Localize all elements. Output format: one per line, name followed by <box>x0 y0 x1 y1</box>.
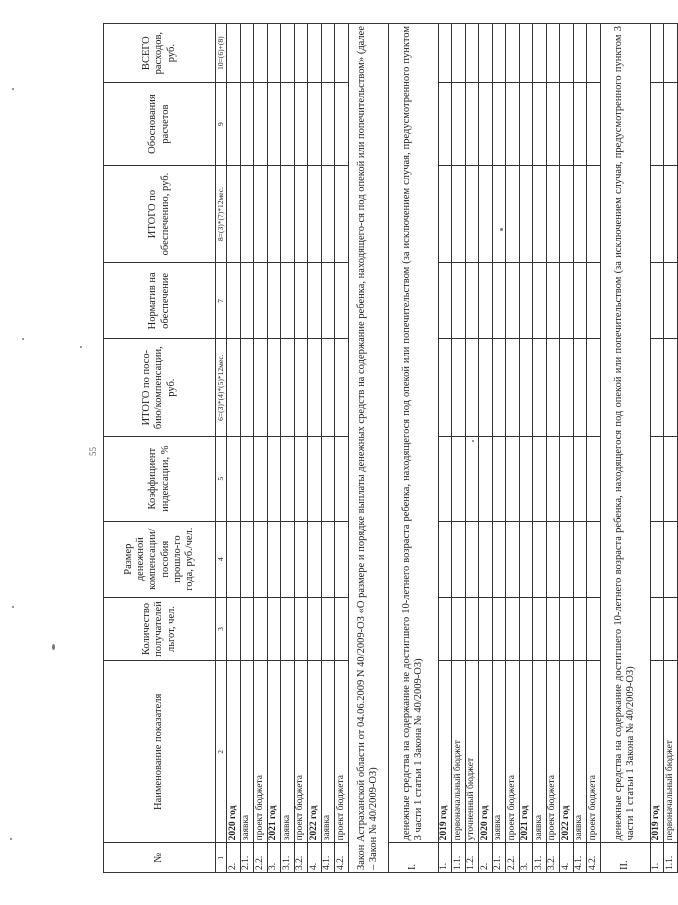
row-number: 3.1. <box>281 843 295 873</box>
empty-cell <box>492 521 506 597</box>
row-label: заявка <box>321 661 335 843</box>
empty-cell <box>664 263 678 339</box>
row-label: заявка <box>533 661 547 843</box>
row-label: заявка <box>492 661 506 843</box>
empty-cell <box>465 263 479 339</box>
empty-cell <box>281 24 295 83</box>
empty-cell <box>227 597 241 661</box>
empty-cell <box>308 263 322 339</box>
empty-cell <box>664 165 678 262</box>
table-row <box>519 24 533 873</box>
empty-cell <box>479 521 493 597</box>
row-number: 2.2. <box>506 843 520 873</box>
empty-cell <box>546 339 560 436</box>
empty-cell <box>664 83 678 166</box>
empty-cell <box>519 597 533 661</box>
empty-cell <box>492 165 506 262</box>
empty-cell <box>664 436 678 521</box>
column-index-cell: 3 <box>216 597 227 661</box>
empty-cell <box>664 597 678 661</box>
empty-cell <box>546 165 560 262</box>
empty-cell <box>321 263 335 339</box>
law-row <box>348 24 388 873</box>
table-row <box>573 24 587 873</box>
empty-cell <box>240 24 254 83</box>
empty-cell <box>267 83 281 166</box>
empty-cell <box>321 24 335 83</box>
row-number: 4.2. <box>587 843 601 873</box>
empty-cell <box>650 597 664 661</box>
empty-cell <box>587 339 601 436</box>
empty-cell <box>465 165 479 262</box>
row-number: 3.2. <box>546 843 560 873</box>
header-num: № <box>104 843 216 873</box>
table-row <box>664 24 678 873</box>
empty-cell <box>506 165 520 262</box>
empty-cell <box>308 436 322 521</box>
header-all: ВСЕГО расходов, руб. <box>104 24 216 83</box>
empty-cell <box>573 165 587 262</box>
table-row <box>560 24 574 873</box>
empty-cell <box>650 263 664 339</box>
row-label: 2020 год <box>479 661 493 843</box>
empty-cell <box>479 436 493 521</box>
empty-cell <box>321 83 335 166</box>
row-label: заявка <box>573 661 587 843</box>
empty-cell <box>294 521 308 597</box>
empty-cell <box>308 597 322 661</box>
empty-cell <box>533 597 547 661</box>
empty-cell <box>294 263 308 339</box>
empty-cell <box>452 436 466 521</box>
empty-cell <box>335 339 349 436</box>
table-row <box>465 24 479 873</box>
empty-cell <box>321 521 335 597</box>
row-number: 1.1. <box>452 843 466 873</box>
table-row <box>492 24 506 873</box>
empty-cell <box>308 521 322 597</box>
empty-cell <box>254 165 268 262</box>
empty-cell <box>664 24 678 83</box>
empty-cell <box>227 24 241 83</box>
empty-cell <box>452 339 466 436</box>
empty-cell <box>267 24 281 83</box>
scan-speck <box>80 346 82 348</box>
empty-cell <box>587 165 601 262</box>
empty-cell <box>227 83 241 166</box>
column-index-cell: 10=(6)+(8) <box>216 24 227 83</box>
empty-cell <box>587 521 601 597</box>
empty-cell <box>506 521 520 597</box>
row-number: 4. <box>560 843 574 873</box>
empty-cell <box>335 597 349 661</box>
empty-cell <box>321 436 335 521</box>
empty-cell <box>519 165 533 262</box>
empty-cell <box>240 521 254 597</box>
row-number: 2.1. <box>240 843 254 873</box>
empty-cell <box>479 339 493 436</box>
column-index-cell: 1 <box>216 843 227 873</box>
empty-cell <box>587 83 601 166</box>
row-number: 3. <box>519 843 533 873</box>
empty-cell <box>452 83 466 166</box>
empty-cell <box>452 597 466 661</box>
header-row <box>104 24 216 873</box>
table-row <box>533 24 547 873</box>
section-1-row <box>388 24 438 873</box>
empty-cell <box>492 83 506 166</box>
empty-cell <box>267 263 281 339</box>
empty-cell <box>650 165 664 262</box>
table-row <box>650 24 664 873</box>
empty-cell <box>308 83 322 166</box>
empty-cell <box>254 24 268 83</box>
row-number: 1. <box>650 843 664 873</box>
empty-cell <box>254 83 268 166</box>
empty-cell <box>573 436 587 521</box>
section-2-row <box>600 24 650 873</box>
empty-cell <box>650 83 664 166</box>
empty-cell <box>254 339 268 436</box>
empty-cell <box>227 165 241 262</box>
empty-cell <box>465 521 479 597</box>
empty-cell <box>452 24 466 83</box>
empty-cell <box>533 521 547 597</box>
table-row <box>254 24 268 873</box>
empty-cell <box>227 339 241 436</box>
empty-cell <box>321 339 335 436</box>
empty-cell <box>573 24 587 83</box>
empty-cell <box>240 83 254 166</box>
scan-speck <box>22 338 24 340</box>
empty-cell <box>560 24 574 83</box>
empty-cell <box>573 263 587 339</box>
empty-cell <box>519 521 533 597</box>
empty-cell <box>294 165 308 262</box>
row-label: первоначальный бюджет <box>664 661 678 843</box>
row-label: уточненный бюджет <box>465 661 479 843</box>
row-number: 1.2. <box>465 843 479 873</box>
empty-cell <box>308 24 322 83</box>
table-row <box>267 24 281 873</box>
empty-cell <box>664 339 678 436</box>
row-number: 4.2. <box>335 843 349 873</box>
empty-cell <box>560 263 574 339</box>
empty-cell <box>533 24 547 83</box>
empty-cell <box>650 339 664 436</box>
empty-cell <box>533 165 547 262</box>
row-label: первоначальный бюджет <box>452 661 466 843</box>
empty-cell <box>335 165 349 262</box>
column-index-cell: 4 <box>216 521 227 597</box>
empty-cell <box>479 165 493 262</box>
empty-cell <box>281 521 295 597</box>
empty-cell <box>452 521 466 597</box>
row-number: 3.1. <box>533 843 547 873</box>
table-row <box>438 24 452 873</box>
column-index-cell: 9 <box>216 83 227 166</box>
empty-cell <box>533 83 547 166</box>
empty-cell <box>294 83 308 166</box>
empty-cell <box>254 263 268 339</box>
empty-cell <box>438 521 452 597</box>
empty-cell <box>479 83 493 166</box>
empty-cell <box>254 597 268 661</box>
empty-cell <box>506 263 520 339</box>
empty-cell <box>492 263 506 339</box>
empty-cell <box>321 165 335 262</box>
table-row <box>240 24 254 873</box>
empty-cell <box>492 24 506 83</box>
empty-cell <box>438 436 452 521</box>
empty-cell <box>281 165 295 262</box>
row-number: 3. <box>267 843 281 873</box>
empty-cell <box>492 339 506 436</box>
empty-cell <box>335 83 349 166</box>
empty-cell <box>479 24 493 83</box>
empty-cell <box>281 263 295 339</box>
row-number: 2. <box>227 843 241 873</box>
row-label: проект бюджета <box>254 661 268 843</box>
empty-cell <box>560 521 574 597</box>
empty-cell <box>506 597 520 661</box>
empty-cell <box>281 597 295 661</box>
header-basis: Обоснования расчетов <box>104 83 216 166</box>
rotated-table-wrapper <box>103 23 675 873</box>
empty-cell <box>294 436 308 521</box>
row-number: 4. <box>308 843 322 873</box>
empty-cell <box>492 436 506 521</box>
empty-cell <box>573 597 587 661</box>
column-index-cell: 8=(3)*(7)*12мес. <box>216 165 227 262</box>
empty-cell <box>546 24 560 83</box>
empty-cell <box>573 521 587 597</box>
empty-cell <box>573 339 587 436</box>
budget-table <box>103 23 678 873</box>
row-number: 2. <box>479 843 493 873</box>
empty-cell <box>546 521 560 597</box>
row-label: проект бюджета <box>335 661 349 843</box>
empty-cell <box>560 597 574 661</box>
empty-cell <box>267 339 281 436</box>
empty-cell <box>267 597 281 661</box>
empty-cell <box>533 339 547 436</box>
empty-cell <box>506 436 520 521</box>
empty-cell <box>438 165 452 262</box>
empty-cell <box>438 83 452 166</box>
table-row <box>281 24 295 873</box>
empty-cell <box>546 436 560 521</box>
table-row <box>294 24 308 873</box>
row-label: 2022 год <box>560 661 574 843</box>
page-number: 55 <box>88 447 98 456</box>
empty-cell <box>227 263 241 339</box>
scan-speck <box>12 606 14 608</box>
empty-cell <box>560 436 574 521</box>
empty-cell <box>281 339 295 436</box>
empty-cell <box>560 165 574 262</box>
row-number: 2.1. <box>492 843 506 873</box>
header-norm: Норматив на обеспечение <box>104 263 216 339</box>
row-label: 2021 год <box>267 661 281 843</box>
table-row <box>321 24 335 873</box>
table-row <box>452 24 466 873</box>
row-label: заявка <box>281 661 295 843</box>
empty-cell <box>465 339 479 436</box>
section-text: денежные средства на содержание достигшего 10-летнего возраста ребенка, находящегося под опекой или попечительством (за исключением случая, предусмотренного пунктом 3 части 1 статьи 1 Закона № 40/2009-ОЗ) <box>600 24 650 843</box>
empty-cell <box>240 165 254 262</box>
empty-cell <box>294 339 308 436</box>
empty-cell <box>519 436 533 521</box>
empty-cell <box>240 339 254 436</box>
empty-cell <box>281 83 295 166</box>
empty-cell <box>452 263 466 339</box>
empty-cell <box>560 83 574 166</box>
empty-cell <box>438 597 452 661</box>
section-number: I. <box>388 843 438 873</box>
empty-cell <box>227 521 241 597</box>
scan-speck <box>12 88 14 90</box>
empty-cell <box>560 339 574 436</box>
row-label: проект бюджета <box>546 661 560 843</box>
row-label: 2021 год <box>519 661 533 843</box>
empty-cell <box>533 263 547 339</box>
empty-cell <box>254 521 268 597</box>
empty-cell <box>240 597 254 661</box>
scan-speck <box>10 838 12 840</box>
empty-cell <box>465 436 479 521</box>
empty-cell <box>546 263 560 339</box>
row-label: заявка <box>240 661 254 843</box>
empty-cell <box>240 436 254 521</box>
row-label: 2022 год <box>308 661 322 843</box>
empty-cell <box>308 339 322 436</box>
table-row <box>506 24 520 873</box>
table-row <box>335 24 349 873</box>
empty-cell <box>294 24 308 83</box>
row-label: 2019 год <box>650 661 664 843</box>
row-number: 2.2. <box>254 843 268 873</box>
empty-cell <box>465 24 479 83</box>
empty-cell <box>267 521 281 597</box>
empty-cell <box>519 83 533 166</box>
empty-cell <box>546 83 560 166</box>
header-size: Размер денежной компенсации/ пособия прошло-го года, руб./чел. <box>104 521 216 597</box>
empty-cell <box>335 436 349 521</box>
empty-cell <box>492 597 506 661</box>
empty-cell <box>650 436 664 521</box>
empty-cell <box>506 83 520 166</box>
empty-cell <box>546 597 560 661</box>
header-coef: Коэффициент индексации, % <box>104 436 216 521</box>
empty-cell <box>533 436 547 521</box>
row-number: 4.1. <box>321 843 335 873</box>
row-number: 1.1. <box>664 843 678 873</box>
empty-cell <box>519 263 533 339</box>
row-label: проект бюджета <box>294 661 308 843</box>
column-index-cell: 5 <box>216 436 227 521</box>
empty-cell <box>281 436 295 521</box>
empty-cell <box>465 597 479 661</box>
empty-cell <box>479 597 493 661</box>
empty-cell <box>254 436 268 521</box>
row-label: 2020 год <box>227 661 241 843</box>
empty-cell <box>294 597 308 661</box>
empty-cell <box>587 436 601 521</box>
empty-cell <box>240 263 254 339</box>
empty-cell <box>664 521 678 597</box>
header-total-benefit: ИТОГО по посо-бию/компенсации, руб. <box>104 339 216 436</box>
empty-cell <box>506 24 520 83</box>
header-count: Количество получателей льгот, чел. <box>104 597 216 661</box>
section-number: II. <box>600 843 650 873</box>
empty-cell <box>587 263 601 339</box>
empty-cell <box>519 24 533 83</box>
row-label: 2019 год <box>438 661 452 843</box>
scan-speck <box>52 644 55 650</box>
row-number: 4.1. <box>573 843 587 873</box>
column-index-cell: 2 <box>216 661 227 843</box>
empty-cell <box>587 597 601 661</box>
empty-cell <box>227 436 241 521</box>
empty-cell <box>438 24 452 83</box>
empty-cell <box>465 83 479 166</box>
empty-cell <box>506 339 520 436</box>
table-row <box>546 24 560 873</box>
row-number: 3.2. <box>294 843 308 873</box>
empty-cell <box>321 597 335 661</box>
section-text: денежные средства на содержание не достигшего 10-летнего возраста ребенка, находящегося под опекой или попечительством (за исключением случая, предусмотренного пунктом 3 части 1 статьи 1 Закона № 40/2009-ОЗ) <box>388 24 438 843</box>
empty-cell <box>587 24 601 83</box>
empty-cell <box>650 521 664 597</box>
row-number: 1. <box>438 843 452 873</box>
empty-cell <box>335 263 349 339</box>
column-index-cell: 7 <box>216 263 227 339</box>
empty-cell <box>267 165 281 262</box>
table-row <box>308 24 322 873</box>
header-name: Наименование показателя <box>104 661 216 843</box>
header-total-provision: ИТОГО по обеспечению, руб. <box>104 165 216 262</box>
empty-cell <box>573 83 587 166</box>
row-label: проект бюджета <box>587 661 601 843</box>
empty-cell <box>650 24 664 83</box>
table-row <box>587 24 601 873</box>
table-row <box>479 24 493 873</box>
empty-cell <box>479 263 493 339</box>
empty-cell <box>452 165 466 262</box>
empty-cell <box>267 436 281 521</box>
column-index-cell: 6=(3)*(4)*(5)*12мес. <box>216 339 227 436</box>
empty-cell <box>438 263 452 339</box>
empty-cell <box>438 339 452 436</box>
empty-cell <box>335 24 349 83</box>
row-label: проект бюджета <box>506 661 520 843</box>
empty-cell <box>308 165 322 262</box>
empty-cell <box>519 339 533 436</box>
empty-cell <box>335 521 349 597</box>
law-text: Закон Астраханской области от 04.06.2009 N 40/2009-ОЗ «О размере и порядке выплаты денежных средств на содержание ребенка, находящего-ся под опекой или попечительством» (далее – Закон № 40/2009-ОЗ) <box>348 24 388 873</box>
column-index-row <box>216 24 227 873</box>
table-row <box>227 24 241 873</box>
